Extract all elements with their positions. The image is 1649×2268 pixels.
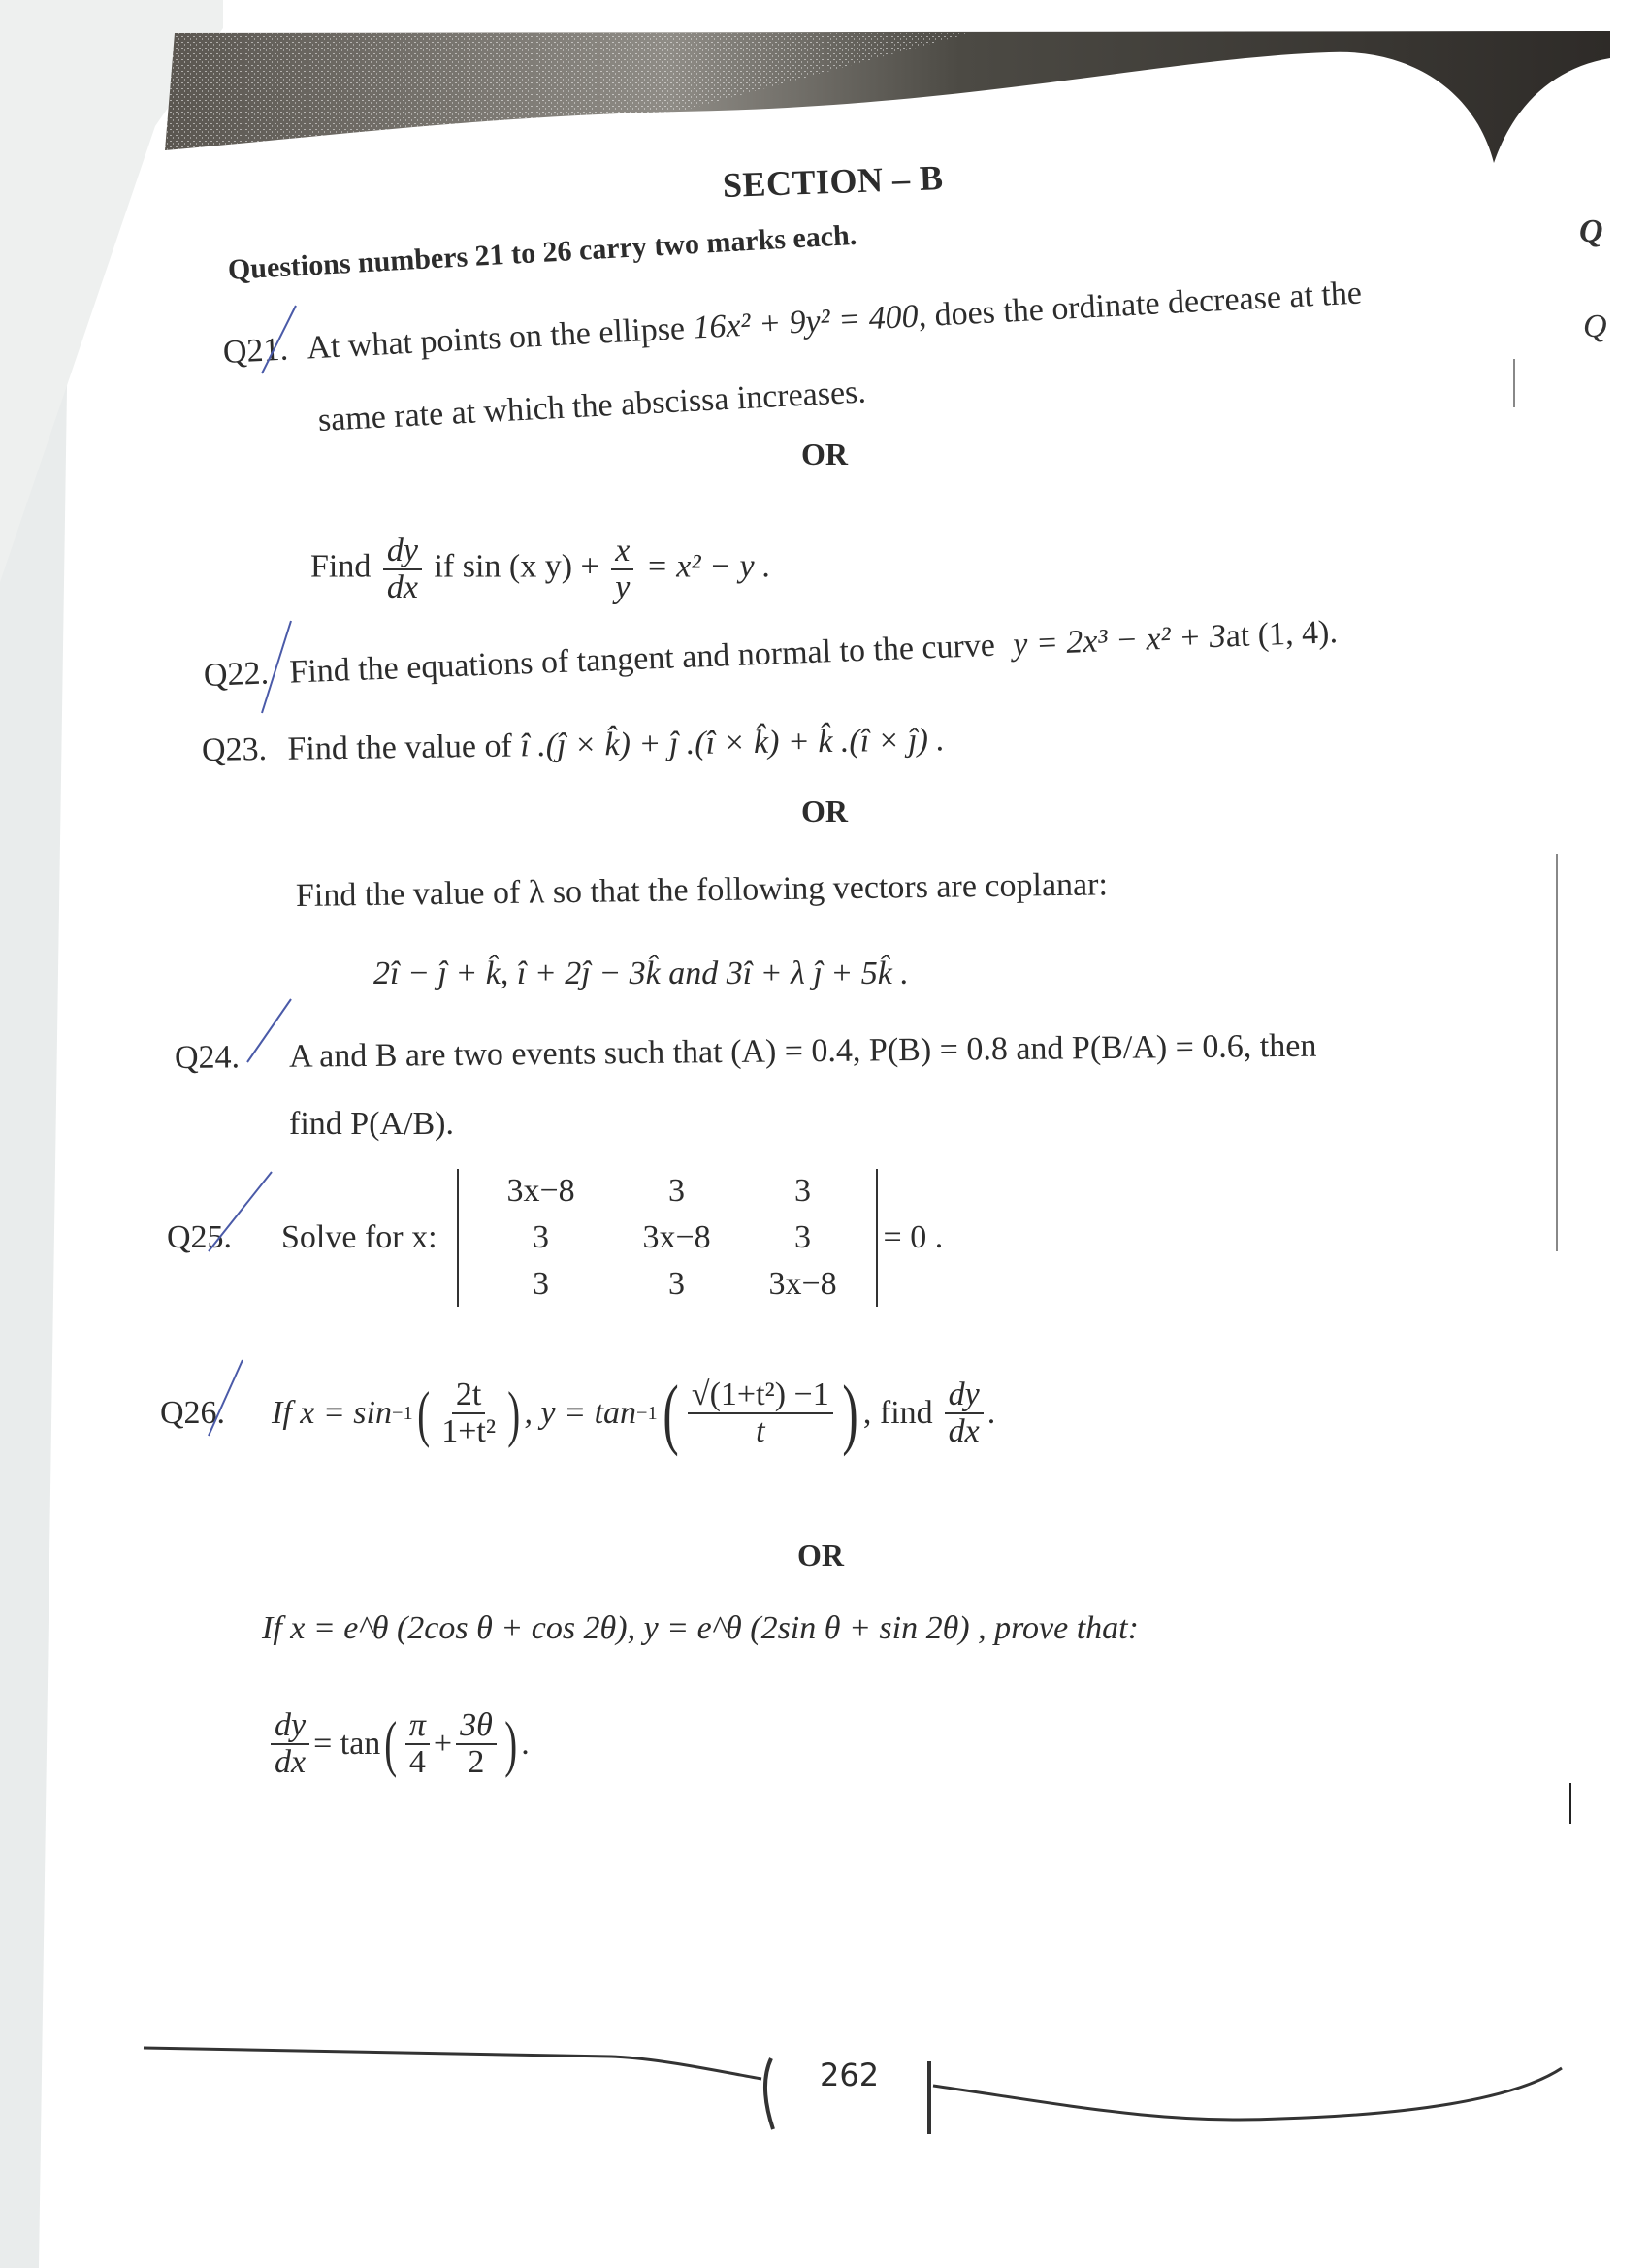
question-number: Q24. bbox=[174, 1039, 241, 1076]
math-expression: î .(ĵ × k̂) + ĵ .(î × k̂) + k̂ .(î × ĵ) . bbox=[520, 722, 946, 764]
margin-rule bbox=[1569, 1783, 1571, 1824]
page-number: 262 bbox=[820, 2057, 880, 2093]
or-separator: OR bbox=[801, 437, 848, 471]
margin-rule bbox=[1556, 854, 1558, 1251]
question-number: Q22. bbox=[203, 655, 270, 694]
or-separator: OR bbox=[797, 1538, 844, 1572]
margin-rule bbox=[1513, 359, 1515, 407]
question-26: Q26. If x = sin −1 ( $\frac{2t}{\text{1+t²}}$ ) , y = tan −1 ( $\frac{\text{√(1+t²) −1}}{t}$ ) , find $\frac{dy}{dx}$ . bbox=[160, 1369, 996, 1457]
question-number: Q21. bbox=[222, 331, 289, 371]
question-23-alternative: Find the value of λ so that the following vectors are coplanar: bbox=[295, 866, 1109, 914]
margin-label: Q bbox=[1579, 213, 1603, 249]
question-number: Q26. bbox=[160, 1395, 226, 1431]
section-title: SECTION – B bbox=[722, 158, 945, 205]
page-fold-shadow bbox=[0, 0, 223, 2268]
question-21-alternative: Find $\frac{dy}{dx}$ if sin (x y) + $\frac{x}{y}$ = x² − y . bbox=[310, 533, 771, 605]
section-instructions: Questions numbers 21 to 26 carry two marks each. bbox=[227, 218, 858, 286]
question-22: Q22. Find the equations of tangent and normal to the curve y = 2x³ − x² + 3at (1, 4). bbox=[203, 614, 1339, 694]
question-24: Q24. A and B are two events such that (A) = 0.4, P(B) = 0.8 and P(B/A) = 0.6, then bbox=[174, 1027, 1317, 1076]
question-21-line2: same rate at which the abscissa increases. bbox=[317, 373, 867, 438]
question-21: Q21. At what points on the ellipse 16x² + 9y² = 400, does the ordinate decrease at the bbox=[222, 275, 1363, 371]
question-24-line2: find P(A/B). bbox=[289, 1106, 454, 1142]
math-expression: y = 2x³ − x² + 3 bbox=[1012, 618, 1227, 663]
question-25: Q25. Solve for x: 3x−8 3 3 3 3x−8 3 3 3 3x−8 = 0 . bbox=[167, 1169, 943, 1307]
or-separator: OR bbox=[801, 794, 848, 828]
question-number: Q23. bbox=[201, 731, 268, 768]
question-number: Q25. bbox=[167, 1219, 233, 1255]
question-26-alternative: If x = e^θ (2cos θ + cos 2θ), y = e^θ (2sin θ + sin 2θ) , prove that: bbox=[262, 1610, 1139, 1646]
math-expression: 16x² + 9y² = 400 bbox=[692, 298, 920, 346]
question-23: Q23. Find the value of î .(ĵ × k̂) + ĵ .(î × k̂) + k̂ .(î × ĵ) . bbox=[201, 722, 946, 768]
determinant-matrix: 3x−8 3 3 3 3x−8 3 3 3 3x−8 bbox=[457, 1169, 878, 1307]
margin-label: Q bbox=[1583, 308, 1607, 344]
math-expression: 2î − ĵ + k̂, î + 2ĵ − 3k̂ and 3î + λ ĵ + 5k̂ . bbox=[373, 956, 909, 991]
math-expression: $\frac{dy}{dx}$ = tan ( $\frac{\pi}{4}$ + $\frac{3\theta}{2}$ ) . bbox=[267, 1707, 530, 1780]
